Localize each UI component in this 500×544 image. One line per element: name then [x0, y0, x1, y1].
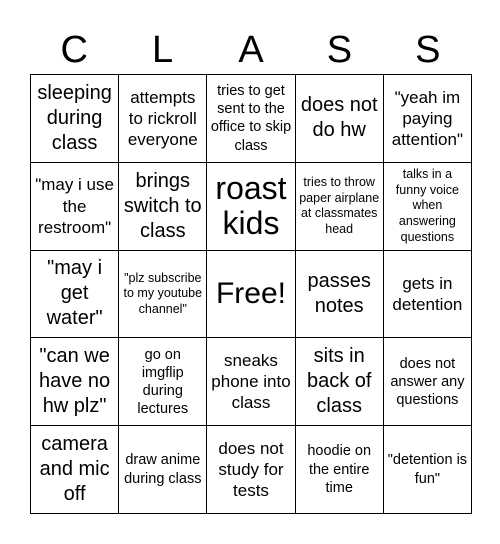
bingo-cell-r2c4[interactable]: tries to throw paper airplane at classmates head [296, 163, 384, 251]
bingo-cell-r2c3[interactable]: roast kids [207, 163, 295, 251]
bingo-cell-r1c2[interactable]: attempts to rickroll everyone [119, 75, 207, 163]
bingo-cell-free[interactable]: Free! [207, 251, 295, 339]
bingo-cell-r3c1[interactable]: "may i get water" [31, 251, 119, 339]
bingo-cell-r4c4[interactable]: sits in back of class [296, 338, 384, 426]
bingo-cell-r5c4[interactable]: hoodie on the entire time [296, 426, 384, 514]
bingo-cell-r5c2[interactable]: draw anime during class [119, 426, 207, 514]
header-letter-a: A [238, 29, 264, 71]
bingo-cell-r4c3[interactable]: sneaks phone into class [207, 338, 295, 426]
bingo-cell-r2c1[interactable]: "may i use the restroom" [31, 163, 119, 251]
bingo-cell-r4c5[interactable]: does not answer any questions [384, 338, 472, 426]
bingo-cell-r5c5[interactable]: "detention is fun" [384, 426, 472, 514]
bingo-cell-r4c1[interactable]: "can we have no hw plz" [31, 338, 119, 426]
bingo-board [30, 74, 472, 514]
bingo-cell-r3c2[interactable]: "plz subscribe to my youtube channel" [119, 251, 207, 339]
header-letter-c: C [60, 29, 88, 71]
header-letter-s-2: S [415, 29, 441, 71]
bingo-cell-r1c5[interactable]: "yeah im paying attention" [384, 75, 472, 163]
header-letter-l: L [152, 29, 174, 71]
bingo-cell-r3c4[interactable]: passes notes [296, 251, 384, 339]
bingo-cell-r2c5[interactable]: talks in a funny voice when answering questions [384, 163, 472, 251]
bingo-header [30, 28, 472, 72]
bingo-cell-r1c4[interactable]: does not do hw [296, 75, 384, 163]
bingo-cell-r5c3[interactable]: does not study for tests [207, 426, 295, 514]
bingo-cell-r1c1[interactable]: sleeping during class [31, 75, 119, 163]
header-letter-s: S [326, 29, 353, 71]
bingo-cell-r3c5[interactable]: gets in detention [384, 251, 472, 339]
bingo-cell-r2c2[interactable]: brings switch to class [119, 163, 207, 251]
bingo-cell-r1c3[interactable]: tries to get sent to the office to skip class [207, 75, 295, 163]
bingo-cell-r5c1[interactable]: camera and mic off [31, 426, 119, 514]
bingo-cell-r4c2[interactable]: go on imgflip during lectures [119, 338, 207, 426]
